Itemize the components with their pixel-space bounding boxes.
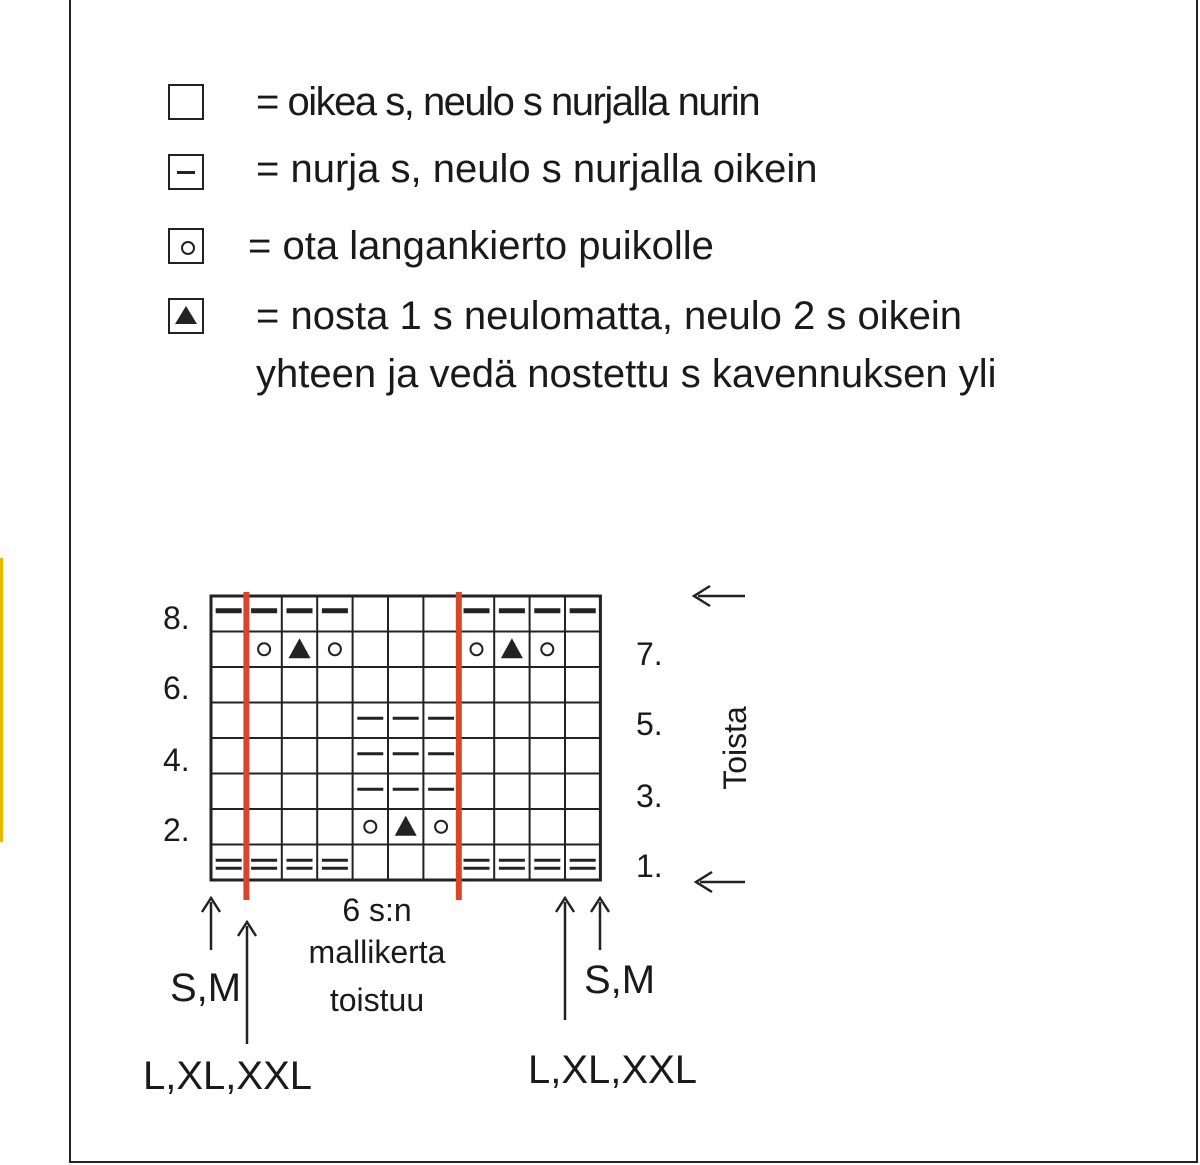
legend-yarn-over-text: = ota langankierto puikolle [248,224,714,268]
row-number-7: 7. [636,636,663,672]
size-label-large-left: L,XL,XXL [143,1054,313,1098]
size-label-large-right: L,XL,XXL [528,1048,698,1092]
row-number-2: 2. [163,812,190,848]
row-number-3: 3. [636,778,663,814]
repeat-block-label-line3: toistuu [329,982,425,1018]
row-number-1: 1. [636,848,663,884]
row-number-6: 6. [163,670,190,706]
row-number-4: 4. [163,742,190,778]
row-number-8: 8. [163,600,190,636]
legend-decrease-text-line1: = nosta 1 s neulomatta, neulo 2 s oikein [256,294,963,338]
row-number-5: 5. [636,706,663,742]
repeat-label: Toista [717,706,753,790]
size-label-small-right: S,M [584,958,656,1002]
legend-purl-text: = nurja s, neulo s nurjalla oikein [256,147,818,191]
legend-knit-text: = oikea s, neulo s nurjalla nurin [256,80,760,124]
legend-decrease-text-line2: yhteen ja vedä nostettu s kavennuksen yli [256,352,997,396]
repeat-block-label-line1: 6 s:n [342,892,412,928]
size-label-small-left: S,M [170,966,242,1010]
repeat-block-label-line2: mallikerta [308,934,446,970]
